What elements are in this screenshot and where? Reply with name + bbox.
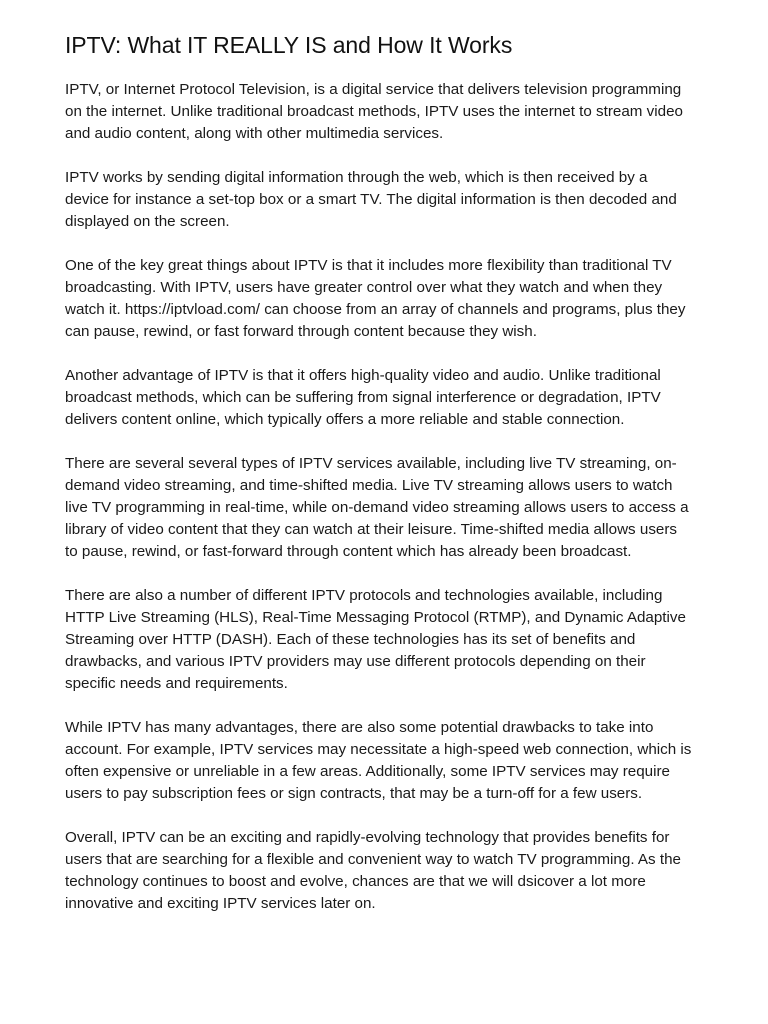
text-line: users that are searching for a flexible and convenient way to watch TV programming. As the [65, 851, 681, 868]
text-line: IPTV works by sending digital information through the web, which is then received by a [65, 169, 648, 186]
text-line: There are also a number of different IPTV protocols and technologies available, including [65, 587, 663, 604]
paragraph-how-it-works [65, 167, 710, 233]
text-line: Streaming over HTTP (DASH). Each of these technologies has its set of benefits and [65, 631, 636, 648]
paragraph-service-types [65, 453, 710, 563]
text-line: and audio content, along with other multimedia services. [65, 125, 444, 142]
article-body [65, 79, 710, 937]
text-line: account. For example, IPTV services may necessitate a high-speed web connection, which is [65, 741, 692, 758]
text-line: live TV programming in real-time, while on-demand video streaming allows users to access a [65, 499, 689, 516]
text-line: users to pay subscription fees or sign contracts, that may be a turn-off for a few users. [65, 785, 643, 802]
paragraph-intro [65, 79, 710, 145]
text-line: There are several several types of IPTV services available, including live TV streaming, on- [65, 455, 677, 472]
text-line: innovative and exciting IPTV services later on. [65, 895, 376, 912]
text-line: broadcast methods, which can be suffering from signal interference or degradation, IPTV [65, 389, 661, 406]
text-line: HTTP Live Streaming (HLS), Real-Time Messaging Protocol (RTMP), and Dynamic Adaptive [65, 609, 686, 626]
text-line: device for instance a set-top box or a smart TV. The digital information is then decoded and [65, 191, 677, 208]
page-title: IPTV: What IT REALLY IS and How It Works [65, 32, 513, 58]
text-line: technology continues to boost and evolve, chances are that we will dsicover a lot more [65, 873, 646, 890]
text-line: displayed on the screen. [65, 213, 230, 230]
text-line: often expensive or unreliable in a few areas. Additionally, some IPTV services may require [65, 763, 670, 780]
text-line: specific needs and requirements. [65, 675, 288, 692]
text-line: demand video streaming, and time-shifted media. Live TV streaming allows users to watch [65, 477, 673, 494]
text-line: Overall, IPTV can be an exciting and rapidly-evolving technology that provides benefits for [65, 829, 670, 846]
text-line: on the internet. Unlike traditional broadcast methods, IPTV uses the internet to stream video [65, 103, 683, 120]
text-line: IPTV, or Internet Protocol Television, is a digital service that delivers television programming [65, 81, 682, 98]
text-line: can pause, rewind, or fast forward through content because they wish. [65, 323, 537, 340]
text-line: Another advantage of IPTV is that it offers high-quality video and audio. Unlike traditional [65, 367, 661, 384]
paragraph-flexibility [65, 255, 710, 343]
text-line: While IPTV has many advantages, there are also some potential drawbacks to take into [65, 719, 654, 736]
text-line: drawbacks, and various IPTV providers may use different protocols depending on their [65, 653, 646, 670]
text-line: delivers content online, which typically offers a more reliable and stable connection. [65, 411, 625, 428]
paragraph-drawbacks [65, 717, 710, 805]
text-line: to pause, rewind, or fast-forward through content which has already been broadcast. [65, 543, 632, 560]
paragraph-protocols [65, 585, 710, 695]
text-line: broadcasting. With IPTV, users have greater control over what they watch and when they [65, 279, 663, 296]
text-line: One of the key great things about IPTV is that it includes more flexibility than traditional TV [65, 257, 672, 274]
paragraph-conclusion [65, 827, 710, 915]
text-line: watch it. https://iptvload.com/ can choose from an array of channels and programs, plus they [65, 301, 686, 318]
text-line: library of video content that they can watch at their leisure. Time-shifted media allows users [65, 521, 678, 538]
paragraph-quality [65, 365, 710, 431]
